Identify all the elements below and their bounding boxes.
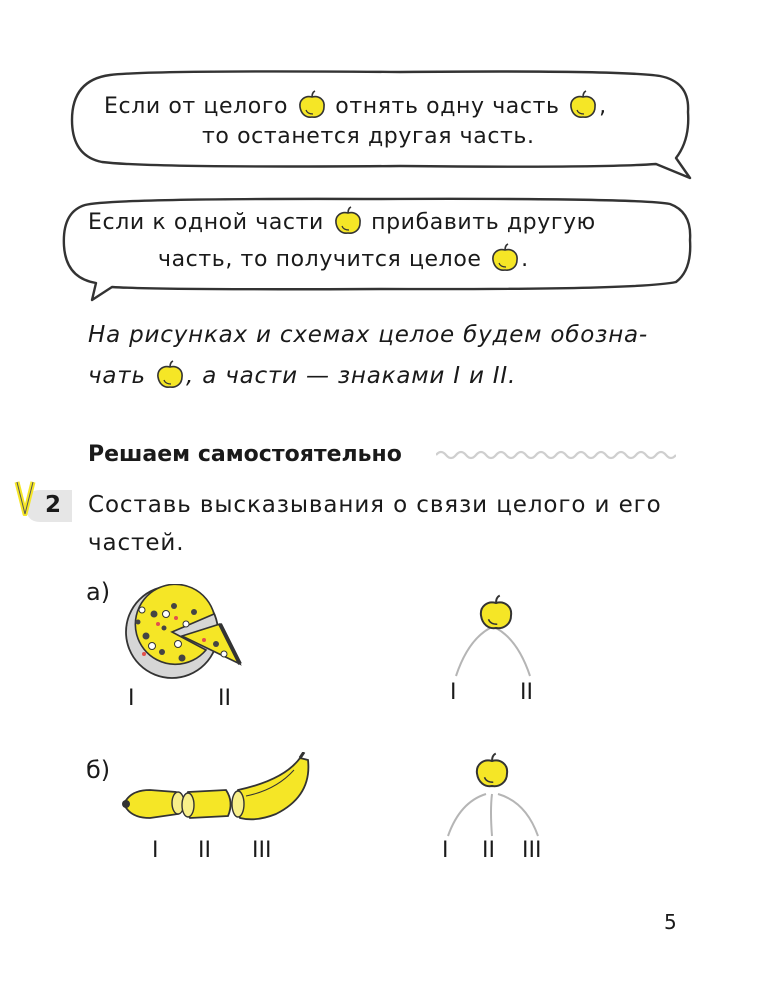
apple-whole-icon — [472, 752, 512, 790]
apple-whole-icon — [332, 206, 364, 236]
part-b-scheme-part-3: III — [522, 838, 542, 863]
section-heading: Решаем самостоятельно — [88, 442, 402, 467]
part-b-picture-part-3: III — [252, 838, 272, 863]
bubble1-text-a: Если от целого — [104, 94, 289, 119]
part-a-scheme-part-1: I — [450, 680, 457, 705]
part-b-picture-part-2: II — [198, 838, 211, 863]
apple-whole-icon — [296, 90, 328, 120]
part-a-picture-part-1: I — [128, 686, 135, 711]
part-a-picture-part-2: II — [218, 686, 231, 711]
part-a-label: а) — [86, 578, 111, 606]
part-b-scheme-part-2: II — [482, 838, 495, 863]
bubble1-text-b: отнять одну часть — [335, 94, 560, 119]
bubble1-line2: то останется другая часть. — [202, 124, 535, 149]
bubble2-text-d: . — [521, 247, 529, 272]
intro-text-a: чать — [88, 363, 146, 389]
intro-text-b: , а части — знаками I и II. — [185, 363, 517, 389]
banana-icon — [116, 752, 316, 826]
apple-whole-icon — [154, 360, 186, 390]
part-a-scheme-part-2: II — [520, 680, 533, 705]
bubble1-line1 — [104, 90, 607, 120]
apple-whole-icon — [476, 594, 516, 632]
intro-line2 — [88, 360, 516, 390]
bubble2-line2 — [158, 243, 529, 273]
bubble2-line1 — [88, 206, 596, 236]
apple-whole-icon — [489, 243, 521, 273]
part-b-picture-part-1: I — [152, 838, 159, 863]
part-b-label: б) — [86, 756, 111, 784]
task-number: 2 — [45, 492, 62, 518]
task-line1: Составь высказывания о связи целого и его — [88, 492, 662, 518]
pencil-marker-icon — [14, 480, 36, 516]
bubble2-text-c: часть, то получится целое — [158, 247, 482, 272]
bubble2-text-a: Если к одной части — [88, 210, 324, 235]
task-line2: частей. — [88, 530, 185, 556]
apple-whole-icon — [567, 90, 599, 120]
bubble2-text-b: прибавить другую — [371, 210, 596, 235]
intro-line1: На рисунках и схемах целое будем обозна- — [88, 322, 649, 348]
pizza-icon — [116, 584, 256, 694]
bubble1-text-c: , — [599, 94, 607, 119]
wavy-divider — [436, 447, 676, 463]
page-number: 5 — [664, 910, 677, 934]
part-b-scheme-part-1: I — [442, 838, 449, 863]
